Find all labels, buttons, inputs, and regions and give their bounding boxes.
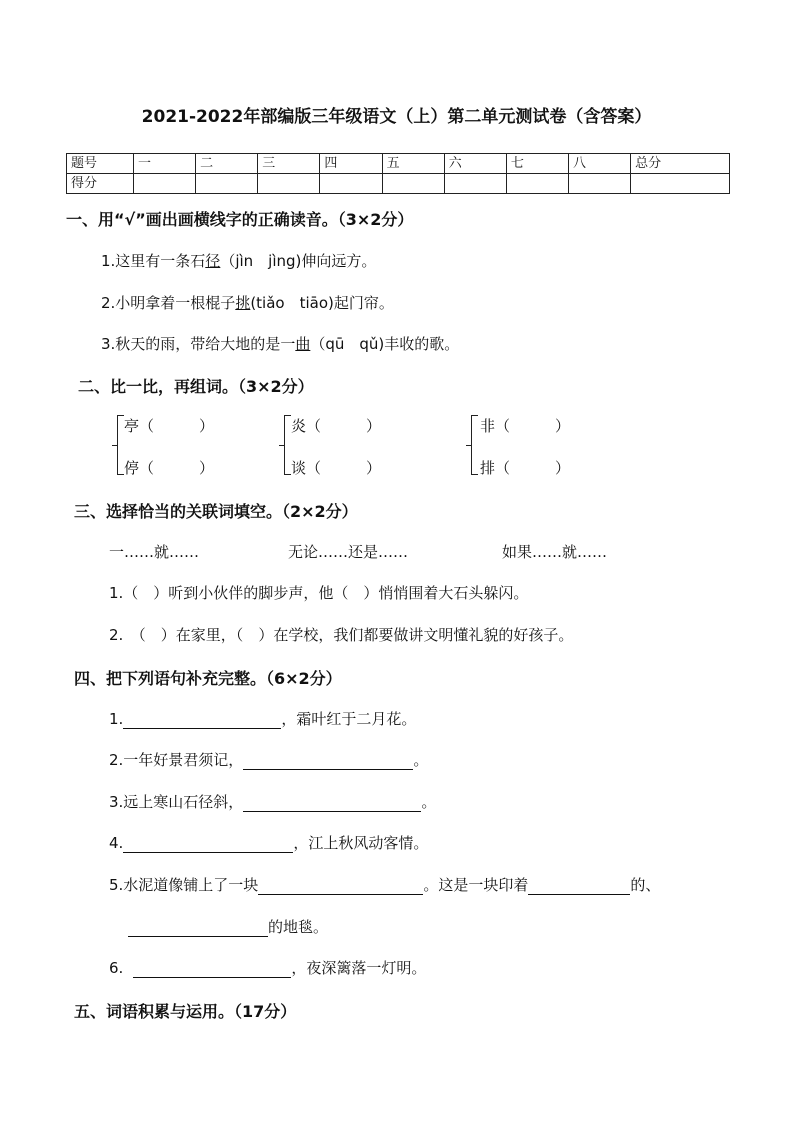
s1-item-1-pre: 1.这里有一条石 xyxy=(101,252,206,270)
s4-q6-blank[interactable] xyxy=(133,961,291,978)
s4-question-4 xyxy=(109,832,428,853)
s3-question-2: 2. （ ）在家里，（ ）在学校，我们都要做讲文明懂礼貌的好孩子。 xyxy=(109,626,574,644)
score-cell[interactable] xyxy=(506,174,568,194)
s4-q5-blank-1[interactable] xyxy=(258,878,423,895)
s1-item-2 xyxy=(101,292,394,313)
s4-q6-post: ，夜深篱落一灯明。 xyxy=(291,959,427,977)
s3-option-1: 一……就…… xyxy=(109,543,200,561)
score-cell[interactable] xyxy=(134,174,196,194)
s4-question-6 xyxy=(109,957,426,978)
score-header-cell: 二 xyxy=(196,154,258,174)
s3-question-1: 1.（ ）听到小伙伴的脚步声，他（ ）悄悄围着大石头躲闪。 xyxy=(109,584,529,602)
s2-group-3-b: 排（ ） xyxy=(480,459,571,477)
s4-q2-pre: 2.一年好景君须记， xyxy=(109,751,244,769)
s4-q6-pre: 6. xyxy=(109,959,124,977)
s4-q1-blank[interactable] xyxy=(123,712,281,729)
s4-q1-pre: 1. xyxy=(109,710,124,728)
s1-item-3-pre: 3.秋天的雨，带给大地的是一 xyxy=(101,335,296,353)
s1-item-2-post: (tiǎo tiāo)起门帘。 xyxy=(250,294,394,312)
section-3-heading: 三、选择恰当的关联词填空。（2×2分） xyxy=(74,502,358,521)
page-title: 2021-2022年部编版三年级语文（上）第二单元测试卷（含答案） xyxy=(141,107,652,127)
s4-q4-blank[interactable] xyxy=(123,836,293,853)
s4-q5-mid: 。这是一块印着 xyxy=(423,876,529,894)
s4-q4-post: ，江上秋风动客情。 xyxy=(293,834,429,852)
score-header-cell: 三 xyxy=(258,154,320,174)
s1-item-2-word: 挑 xyxy=(235,294,251,312)
score-cell[interactable] xyxy=(568,174,630,194)
s4-q5-blank-2[interactable] xyxy=(528,878,630,895)
score-header-cell: 八 xyxy=(568,154,630,174)
score-cell[interactable] xyxy=(258,174,320,194)
score-table xyxy=(66,153,730,194)
score-table-score-row xyxy=(67,174,730,194)
s4-q3-pre: 3.远上寒山石径斜， xyxy=(109,793,244,811)
s4-q5b-post: 的地毯。 xyxy=(268,918,329,936)
score-header-cell: 总分 xyxy=(631,154,730,174)
score-header-cell: 七 xyxy=(506,154,568,174)
s4-question-5-cont xyxy=(128,916,328,937)
s4-question-1 xyxy=(109,708,416,729)
score-cell[interactable] xyxy=(631,174,730,194)
s1-item-3-word: 曲 xyxy=(295,335,311,353)
s1-item-3 xyxy=(101,333,459,354)
s1-item-3-post: （qū qǔ)丰收的歌。 xyxy=(310,335,460,353)
score-header-cell: 题号 xyxy=(67,154,134,174)
brace-3 xyxy=(471,415,480,475)
s2-group-1-a: 亭（ ） xyxy=(124,417,215,435)
score-header-cell: 五 xyxy=(382,154,444,174)
s1-item-1-word: 径 xyxy=(205,252,221,270)
s4-q3-post: 。 xyxy=(421,793,437,811)
score-cell[interactable] xyxy=(196,174,258,194)
score-table-header-row xyxy=(67,154,730,174)
s4-q2-blank[interactable] xyxy=(243,753,413,770)
section-2-heading: 二、比一比，再组词。（3×2分） xyxy=(78,377,314,396)
s4-q4-pre: 4. xyxy=(109,834,124,852)
s4-q2-post: 。 xyxy=(413,751,429,769)
s2-group-2-b: 谈（ ） xyxy=(291,459,382,477)
s4-q5-blank-3[interactable] xyxy=(128,920,268,937)
s2-group-1-b: 停（ ） xyxy=(124,459,215,477)
score-header-cell: 六 xyxy=(444,154,506,174)
s1-item-1-post: （jìn jìng)伸向远方。 xyxy=(220,252,377,270)
score-cell[interactable] xyxy=(382,174,444,194)
s1-item-1 xyxy=(101,250,376,271)
s4-q1-post: ，霜叶红于二月花。 xyxy=(281,710,417,728)
s1-item-2-pre: 2.小明拿着一根棍子 xyxy=(101,294,236,312)
s2-group-2-a: 炎（ ） xyxy=(291,417,382,435)
s3-option-3: 如果……就…… xyxy=(502,543,608,561)
section-1-heading: 一、用“√”画出画横线字的正确读音。（3×2分） xyxy=(66,210,414,229)
score-header-cell: 一 xyxy=(134,154,196,174)
s4-q3-blank[interactable] xyxy=(243,795,421,812)
s4-q5-post: 的、 xyxy=(630,876,661,894)
s3-option-2: 无论……还是…… xyxy=(288,543,409,561)
s2-group-3-a: 非（ ） xyxy=(480,417,571,435)
section-5-heading: 五、词语积累与运用。（17分） xyxy=(74,1002,297,1021)
s4-question-5 xyxy=(109,874,660,895)
section-4-heading: 四、把下列语句补充完整。（6×2分） xyxy=(74,669,342,688)
s4-q5-pre: 5.水泥道像铺上了一块 xyxy=(109,876,259,894)
score-cell[interactable] xyxy=(444,174,506,194)
score-header-cell: 四 xyxy=(320,154,382,174)
s4-question-3 xyxy=(109,791,436,812)
score-row-label: 得分 xyxy=(67,174,134,194)
score-cell[interactable] xyxy=(320,174,382,194)
s4-question-2 xyxy=(109,749,428,770)
